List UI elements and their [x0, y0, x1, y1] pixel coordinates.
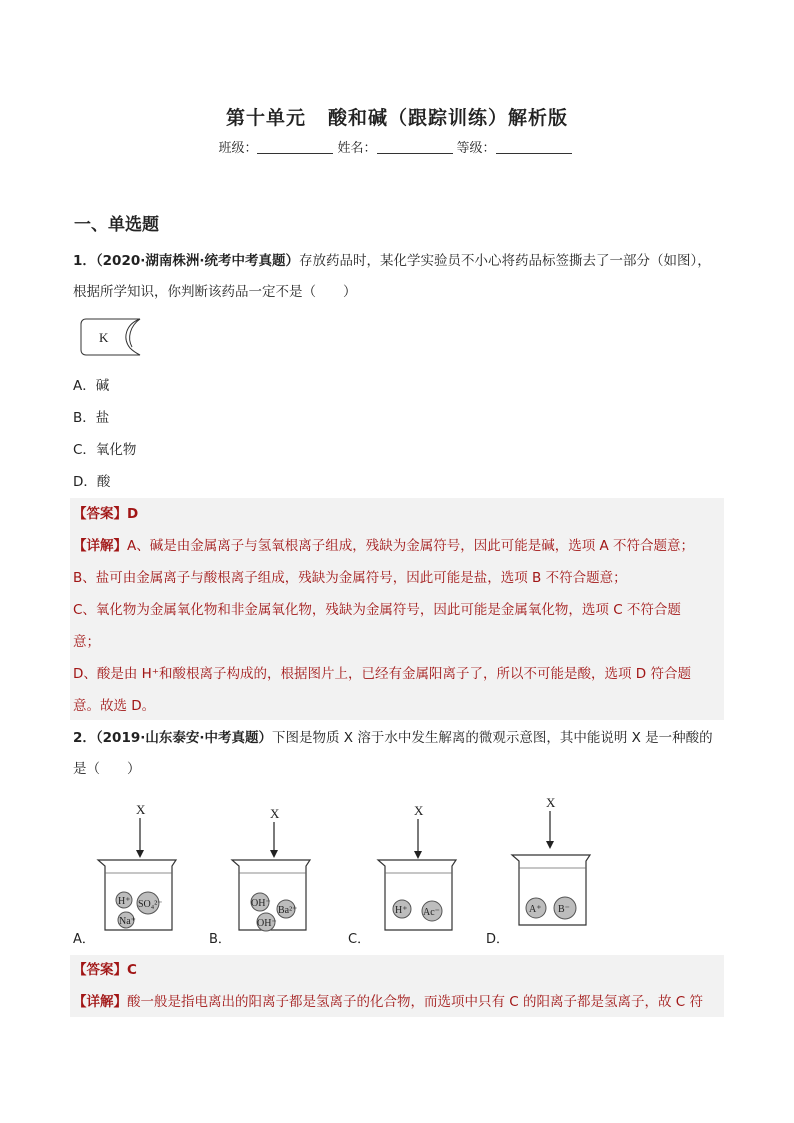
q1-detail-line6: 意。故选 D。: [73, 698, 156, 714]
q1-answer-label: 【答案】: [73, 506, 127, 522]
q2-answer-label: 【答案】: [73, 962, 127, 978]
q2-stem-text: 下图是物质 X 溶于水中发生解离的微观示意图，其中能说明 X 是一种酸的: [272, 730, 713, 746]
q2-stem-line1: [73, 729, 713, 747]
torn-label-figure: [80, 318, 142, 356]
q2-stem-line2: 是（ ）: [73, 761, 141, 777]
name-label: 姓名：: [337, 141, 377, 156]
q1-detail-line2: B、盐可由金属离子与酸根离子组成，残缺为金属符号，因此可能是盐，选项 B 不符合题意；: [73, 570, 627, 586]
beaker-c-label: C．: [348, 932, 371, 947]
q2-detail-label: 【详解】: [73, 994, 127, 1010]
beaker-d-figure: [510, 793, 596, 940]
q1-detail-text1: A、碱是由金属离子与氢氧根离子组成，残缺为金属符号，因此可能是碱，选项 A 不符合题意；: [127, 538, 695, 554]
ion-b2: Ba²⁺: [278, 905, 298, 916]
beaker-c-figure: [376, 803, 462, 940]
q2-detail-text: 酸一般是指电离出的阳离子都是氢离子的化合物，而选项中只有 C 的阳离子都是氢离子，故 C 符: [127, 994, 704, 1010]
q2-detail-line1: [73, 993, 703, 1011]
class-label: 班级：: [218, 141, 258, 156]
title-topic: 酸和碱（跟踪训练）解析版: [328, 107, 569, 129]
ion-b3: OH⁻: [257, 918, 277, 929]
beaker-a-label: A．: [73, 932, 95, 947]
q1-option-d: D．酸: [73, 474, 111, 490]
grade-label: 等级：: [456, 141, 496, 156]
section-heading: 一、单选题: [74, 215, 159, 235]
ion-b1: OH⁻: [251, 898, 271, 909]
q2-source: （2019·山东泰安·中考真题）: [95, 730, 272, 746]
q1-detail-line4: 意；: [73, 634, 100, 650]
beaker-a-figure: [96, 800, 182, 940]
ion-a1: H⁺: [118, 896, 131, 907]
beaker-d-label: D．: [486, 932, 510, 947]
ion-a2: SO₄²⁻: [138, 899, 163, 910]
student-info-line: [0, 137, 794, 156]
q2-number: 2．: [73, 730, 96, 746]
ion-d1: A⁺: [529, 904, 542, 915]
q1-stem-line2: 根据所学知识，你判断该药品一定不是（ ）: [73, 284, 357, 300]
q1-detail-line1: [73, 537, 694, 555]
q1-option-a: A．碱: [73, 378, 110, 394]
grade-blank[interactable]: [496, 141, 572, 154]
ion-c1: H⁺: [395, 905, 408, 916]
name-blank[interactable]: [377, 141, 453, 154]
label-letter: K: [99, 330, 109, 345]
beaker-b-figure: [230, 806, 316, 940]
q1-answer-value: D: [127, 506, 139, 522]
q1-stem-line1: [73, 252, 711, 270]
beaker-b-x-label: X: [270, 806, 280, 821]
q1-answer-line: [73, 505, 138, 523]
beaker-c-x-label: X: [414, 803, 424, 818]
ion-a3: Na⁺: [119, 916, 136, 927]
page-title: [0, 103, 794, 130]
q1-stem-text: 存放药品时，某化学实验员不小心将药品标签撕去了一部分（如图），: [299, 253, 711, 269]
title-unit: 第十单元: [225, 107, 306, 129]
ion-d2: B⁻: [558, 904, 570, 915]
q1-option-b: B．盐: [73, 410, 110, 426]
q1-option-c: C．氧化物: [73, 442, 137, 458]
q1-number: 1．: [73, 253, 96, 269]
q2-answer-value: C: [127, 962, 137, 978]
beaker-a-x-label: X: [136, 802, 146, 817]
ion-c2: Ac⁻: [423, 907, 440, 918]
q2-answer-line: [73, 961, 137, 979]
q1-source: （2020·湖南株洲·统考中考真题）: [95, 253, 299, 269]
beaker-b-label: B．: [209, 932, 231, 947]
class-blank[interactable]: [257, 141, 333, 154]
q1-detail-line3: C、氧化物为金属氧化物和非金属氧化物，残缺为金属符号，因此可能是金属氧化物，选项 C 不符合题: [73, 602, 681, 618]
beaker-d-x-label: X: [546, 795, 556, 810]
q1-detail-label: 【详解】: [73, 538, 127, 554]
q1-detail-line5: D、酸是由 H⁺和酸根离子构成的，根据图片上，已经有金属阳离子了，所以不可能是酸，选项 D 符合题: [73, 666, 691, 682]
